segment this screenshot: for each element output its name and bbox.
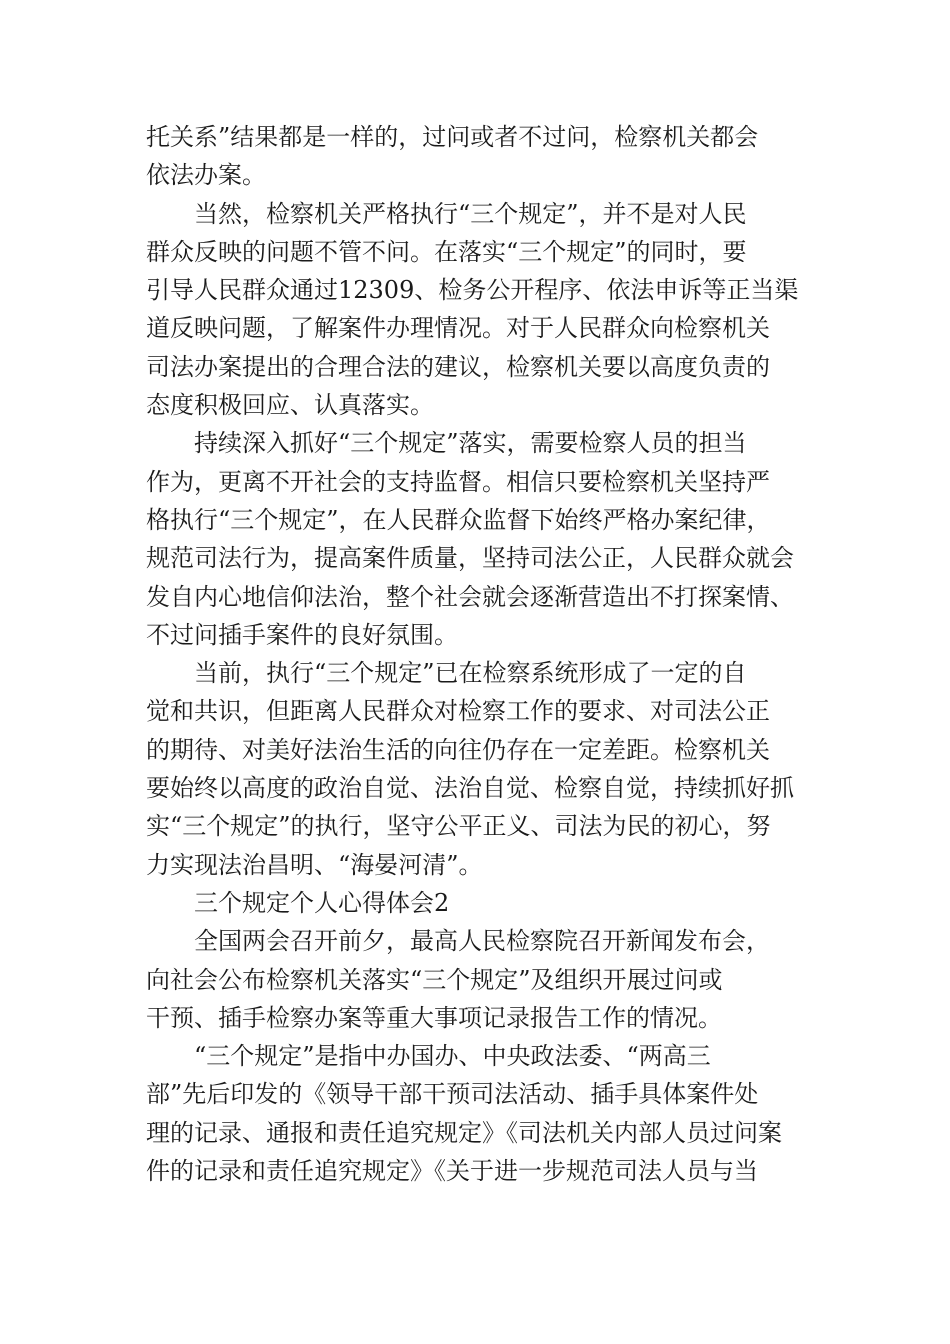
paragraph-start-line: 当然，检察机关严格执行“三个规定”，并不是对人民 (194, 199, 747, 228)
paragraph-start-line: 持续深入抓好“三个规定”落实，需要检察人员的担当 (194, 429, 747, 458)
text-line: 托关系”结果都是一样的，过问或者不过问，检察机关都会 (146, 123, 759, 151)
section-heading: 三个规定个人心得体会2 (194, 888, 450, 917)
paragraph-start-line: “三个规定”是指中办国办、中央政法委、“两高三 (194, 1042, 711, 1071)
text-line: 件的记录和责任追究规定》《关于进一步规范司法人员与当 (146, 1157, 758, 1186)
text-line: 不过问插手案件的良好氛围。 (146, 620, 458, 649)
paragraph-start-line: 全国两会召开前夕，最高人民检察院召开新闻发布会， (194, 927, 770, 956)
paragraph-start-line: 当前，执行“三个规定”已在检察系统形成了一定的自 (194, 659, 747, 688)
text-line: 司法办案提出的合理合法的建议，检察机关要以高度负责的 (146, 352, 770, 381)
text-line: 依法办案。 (146, 161, 266, 190)
text-line: 群众反映的问题不管不问。在落实“三个规定”的同时，要 (146, 237, 747, 266)
text-line: 道反映问题，了解案件办理情况。对于人民群众向检察机关 (146, 314, 770, 343)
text-line: 实“三个规定”的执行，坚守公平正义、司法为民的初心，努 (146, 812, 771, 841)
text-line: 理的记录、通报和责任追究规定》《司法机关内部人员过问案 (146, 1118, 782, 1147)
text-line: 干预、插手检察办案等重大事项记录报告工作的情况。 (146, 1003, 722, 1032)
text-line: 态度积极回应、认真落实。 (146, 391, 434, 420)
text-line: 作为，更离不开社会的支持监督。相信只要检察机关坚持严 (146, 467, 770, 496)
document-body (146, 118, 806, 1190)
text-line: 的期待、对美好法治生活的向往仍存在一定差距。检察机关 (146, 735, 770, 764)
text-line: 规范司法行为，提高案件质量，坚持司法公正，人民群众就会 (146, 544, 794, 573)
text-line: 向社会公布检察机关落实“三个规定”及组织开展过问或 (146, 965, 723, 994)
text-line: 引导人民群众通过12309、检务公开程序、依法申诉等正当渠 (146, 276, 799, 305)
text-line: 要始终以高度的政治自觉、法治自觉、检察自觉，持续抓好抓 (146, 774, 794, 803)
text-line: 发自内心地信仰法治，整个社会就会逐渐营造出不打探案情、 (146, 582, 794, 611)
text-line: 觉和共识，但距离人民群众对检察工作的要求、对司法公正 (146, 697, 770, 726)
text-line: 格执行“三个规定”，在人民群众监督下始终严格办案纪律， (146, 505, 771, 534)
text-line: 力实现法治昌明、“海晏河清”。 (146, 850, 483, 879)
text-line: 部”先后印发的《领导干部干预司法活动、插手具体案件处 (146, 1080, 759, 1109)
